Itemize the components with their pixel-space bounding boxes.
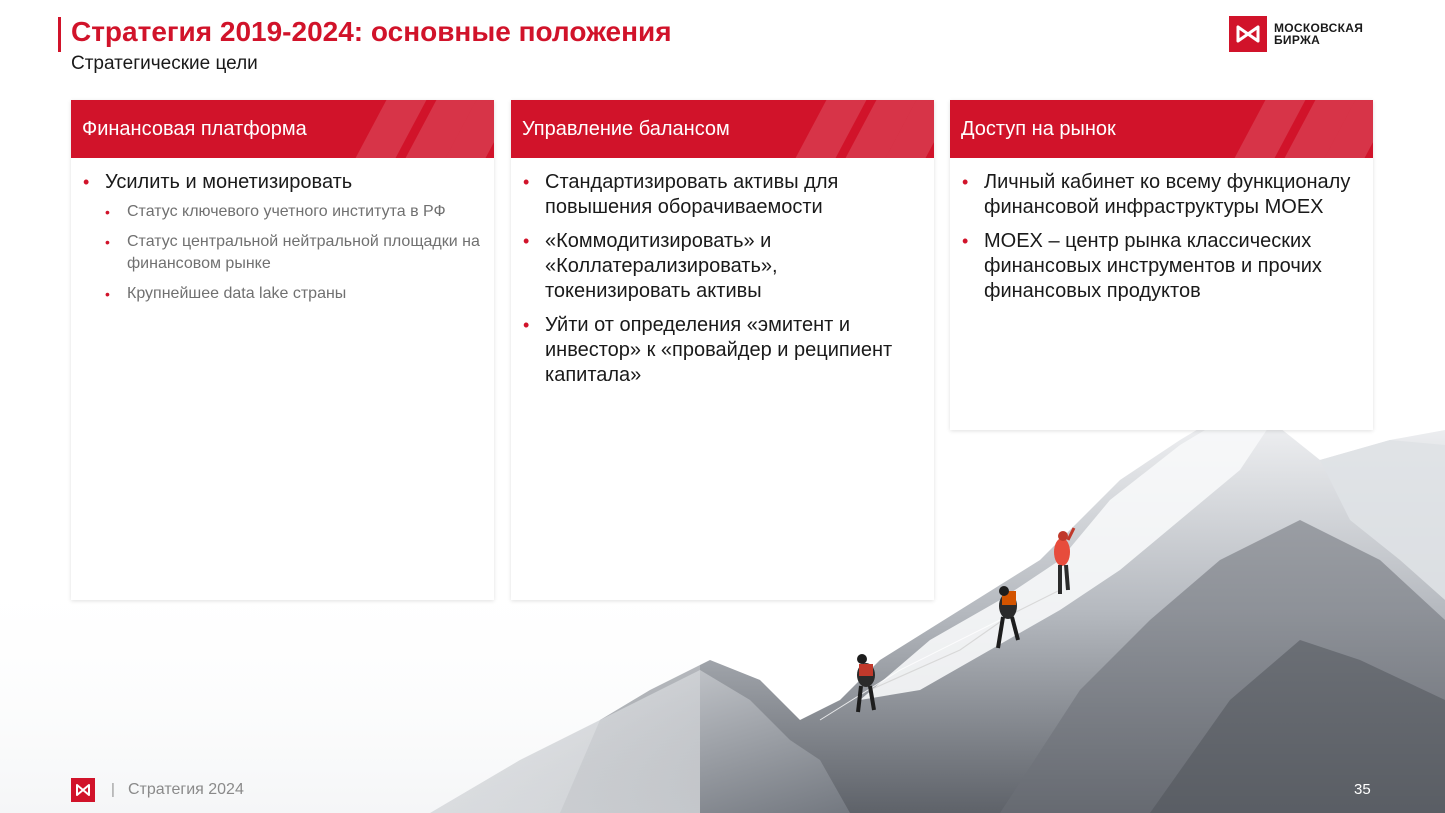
bullet-item: • MOEX – центр рынка классических финансовых инструментов и прочих финансовых продуктов <box>962 229 1359 304</box>
card-header <box>71 100 494 158</box>
logo-line-2: БИРЖА <box>1274 33 1321 47</box>
card-header <box>950 100 1373 158</box>
footer-separator: | <box>111 781 115 798</box>
bullet-text: Усилить и монетизировать <box>105 171 353 193</box>
page-number: 35 <box>1354 781 1371 798</box>
card-header <box>511 100 934 158</box>
card-title: Финансовая платформа <box>82 117 307 140</box>
bullet-item: • «Коммодитизировать» и «Коллатерализировать», токенизировать активы <box>523 229 920 304</box>
page-subtitle: Стратегические цели <box>71 53 258 74</box>
card-title: Доступ на рынок <box>961 117 1116 140</box>
page-title: Стратегия 2019-2024: основные положения <box>71 16 672 47</box>
card-market-access <box>950 100 1373 430</box>
card-title: Управление балансом <box>522 117 730 140</box>
card-balance-management <box>511 100 934 600</box>
footer-logo-icon <box>71 778 95 802</box>
bullet-item: • Стандартизировать активы для повышения оборачиваемости <box>523 170 920 220</box>
logo-line-1: МОСКОВСКАЯ <box>1274 21 1364 35</box>
bullet-item <box>83 170 480 305</box>
footer-label: Стратегия 2024 <box>128 781 244 798</box>
bullet-item: • Личный кабинет ко всему функционалу финансовой инфраструктуры MOEX <box>962 170 1359 220</box>
bullet-item: • Уйти от определения «эмитент и инвестор» к «провайдер и реципиент капитала» <box>523 313 920 388</box>
sub-bullet-item: • Статус ключевого учетного института в РФ <box>105 201 480 223</box>
card-financial-platform <box>71 100 494 600</box>
sub-bullet-item: • Статус центральной нейтральной площадки на финансовом рынке <box>105 231 480 275</box>
sub-bullet-item: • Крупнейшее data lake страны <box>105 283 480 305</box>
